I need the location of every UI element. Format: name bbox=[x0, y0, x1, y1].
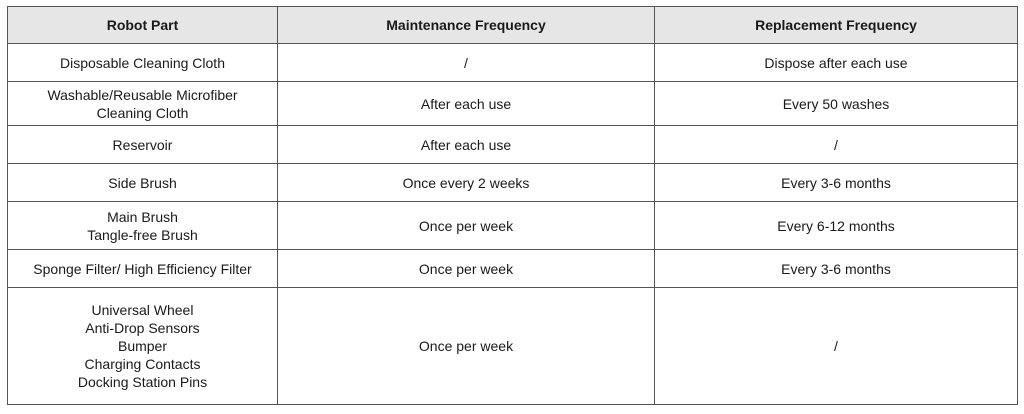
cell-robot-part bbox=[8, 164, 278, 202]
cell-robot-part bbox=[8, 82, 278, 126]
cell-maintenance: Once every 2 weeks bbox=[278, 164, 655, 202]
table-row bbox=[8, 164, 1018, 202]
cell-replacement: Every 6-12 months bbox=[655, 202, 1018, 250]
part-line: Anti-Drop Sensors bbox=[85, 320, 200, 336]
table-header bbox=[8, 7, 1018, 44]
cell-replacement: Every 3-6 months bbox=[655, 164, 1018, 202]
table-row bbox=[8, 202, 1018, 250]
header-replacement-frequency: Replacement Frequency bbox=[655, 7, 1018, 44]
header-robot-part: Robot Part bbox=[8, 7, 278, 44]
cell-replacement: / bbox=[655, 126, 1018, 164]
part-line: Docking Station Pins bbox=[77, 374, 208, 390]
part-line: Charging Contacts bbox=[84, 356, 201, 372]
table-row bbox=[8, 250, 1018, 288]
maintenance-table-container bbox=[7, 6, 1017, 405]
part-line: Cleaning Cloth bbox=[96, 104, 189, 121]
cell-robot-part bbox=[8, 126, 278, 164]
part-line: Bumper bbox=[117, 338, 168, 354]
cell-robot-part bbox=[8, 250, 278, 288]
part-line: Main Brush bbox=[107, 208, 178, 225]
cell-robot-part bbox=[8, 288, 278, 405]
table-row bbox=[8, 82, 1018, 126]
cell-replacement: Every 50 washes bbox=[655, 82, 1018, 126]
part-line: Washable/Reusable Microfiber bbox=[47, 86, 238, 103]
table-row bbox=[8, 126, 1018, 164]
cell-robot-part bbox=[8, 44, 278, 82]
part-line: Universal Wheel bbox=[91, 302, 194, 318]
part-line: Sponge Filter/ High Efficiency Filter bbox=[33, 260, 252, 277]
cell-robot-part bbox=[8, 202, 278, 250]
part-line: Tangle-free Brush bbox=[87, 226, 198, 243]
maintenance-table bbox=[7, 6, 1018, 405]
table-row bbox=[8, 44, 1018, 82]
header-maintenance-frequency: Maintenance Frequency bbox=[278, 7, 655, 44]
cell-maintenance: Once per week bbox=[278, 250, 655, 288]
cell-maintenance: Once per week bbox=[278, 202, 655, 250]
cell-replacement: Every 3-6 months bbox=[655, 250, 1018, 288]
cell-maintenance: After each use bbox=[278, 82, 655, 126]
table-body bbox=[8, 44, 1018, 405]
cell-maintenance: / bbox=[278, 44, 655, 82]
part-line: Disposable Cleaning Cloth bbox=[60, 54, 225, 71]
cell-maintenance: Once per week bbox=[278, 288, 655, 405]
header-row bbox=[8, 7, 1018, 44]
part-line: Side Brush bbox=[108, 174, 177, 191]
table-row bbox=[8, 288, 1018, 405]
cell-replacement: Dispose after each use bbox=[655, 44, 1018, 82]
part-line: Reservoir bbox=[112, 136, 173, 153]
cell-replacement: / bbox=[655, 288, 1018, 405]
cell-maintenance: After each use bbox=[278, 126, 655, 164]
